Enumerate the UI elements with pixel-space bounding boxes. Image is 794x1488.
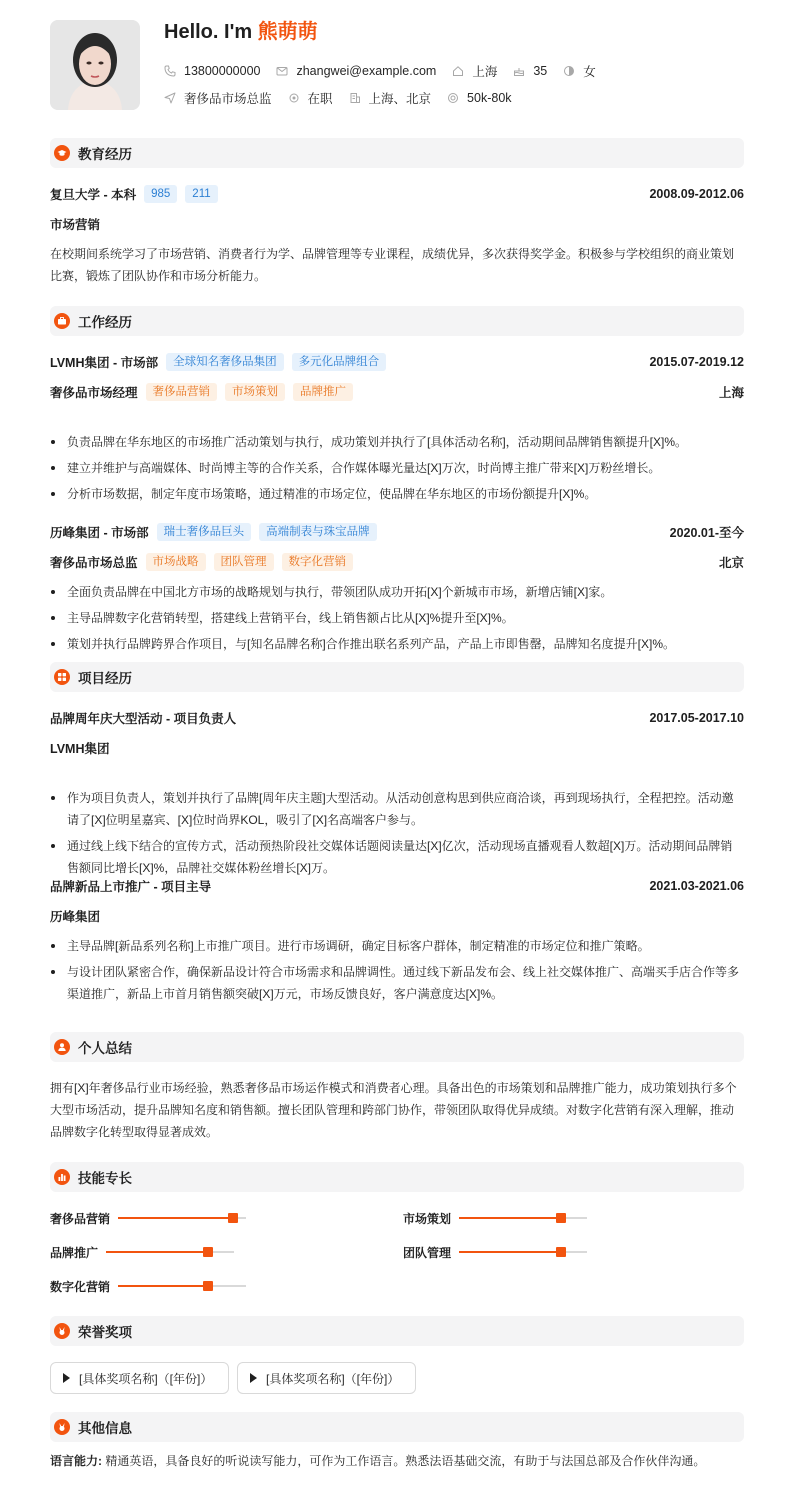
skill-item	[50, 1244, 234, 1260]
education-period: 2008.09-2012.06	[649, 187, 744, 201]
work-location: 上海	[718, 386, 744, 400]
section-education-header	[50, 138, 744, 168]
section-skills-header	[50, 1162, 744, 1192]
user-icon	[54, 1039, 70, 1055]
section-work-header	[50, 306, 744, 336]
role-tag: 团队管理	[214, 553, 274, 571]
section-awards-header	[50, 1316, 744, 1346]
grid-icon	[54, 669, 70, 685]
skill-label: 品牌推广	[50, 1245, 99, 1260]
section-title: 工作经历	[78, 315, 132, 330]
role-name: 奢侈品市场总监	[50, 556, 138, 570]
project-title: 品牌周年庆大型活动 - 项目负责人	[50, 712, 237, 726]
work-bullet: 主导品牌数字化营销转型，搭建线上营销平台，线上销售额占比从[X]%提升至[X]%。	[50, 607, 744, 629]
skill-label: 团队管理	[403, 1245, 452, 1260]
play-triangle-icon	[63, 1373, 70, 1383]
company-tag: 全球知名奢侈品集团	[166, 353, 284, 371]
skill-level-knob	[556, 1247, 566, 1257]
work-company-row	[50, 353, 744, 371]
award-item[interactable]	[237, 1362, 416, 1394]
mail-icon	[276, 65, 288, 77]
skill-item	[50, 1278, 246, 1294]
project-title: 品牌新品上市推广 - 项目主导	[50, 880, 212, 894]
medal-icon	[54, 1323, 70, 1339]
skill-level-knob	[556, 1213, 566, 1223]
section-title: 荣誉奖项	[78, 1325, 132, 1340]
role-tag: 数字化营销	[282, 553, 354, 571]
work-role-row	[50, 553, 744, 571]
gender-icon	[563, 65, 575, 77]
skill-item	[403, 1210, 587, 1226]
building-icon	[349, 92, 361, 104]
phone-icon	[164, 65, 176, 77]
skill-item	[403, 1244, 587, 1260]
city-item	[452, 62, 497, 80]
city-text: 上海	[472, 65, 498, 79]
role-name: 奢侈品市场经理	[50, 386, 138, 400]
work-bullet: 负责品牌在华东地区的市场推广活动策划与执行，成功策划并执行了[具体活动名称]，活动期间品牌销售额提升[X]%。	[50, 431, 744, 453]
company-tag: 多元化品牌组合	[292, 353, 387, 371]
phone-item	[164, 64, 260, 78]
position-item	[164, 89, 272, 107]
skill-level-bar	[118, 1217, 246, 1219]
skill-label: 奢侈品营销	[50, 1211, 111, 1226]
section-title: 其他信息	[78, 1421, 132, 1436]
role-tag: 市场策划	[225, 383, 285, 401]
cake-icon	[513, 65, 525, 77]
salary-item	[447, 91, 511, 105]
project-org-row	[50, 739, 744, 757]
award-text: [具体奖项名称]（[年份]）	[266, 1371, 400, 1386]
bar-chart-icon	[54, 1169, 70, 1185]
project-title-row	[50, 877, 744, 895]
phone-text: 13800000000	[184, 64, 261, 78]
gender-item	[563, 62, 596, 80]
section-title: 项目经历	[78, 671, 132, 686]
contact-row	[164, 62, 612, 80]
project-bullet: 主导品牌[新品系列名称]上市推广项目。进行市场调研，确定目标客户群体，制定精准的市场定位和推广策略。	[50, 935, 744, 957]
work-period: 2015.07-2019.12	[649, 355, 744, 369]
skill-level-fill	[118, 1217, 233, 1219]
salary-text: 50k-80k	[467, 91, 512, 105]
work-bullet: 建立并维护与高端媒体、时尚博主等的合作关系，合作媒体曝光量达[X]万次，时尚博主推广带来[X]万粉丝增长。	[50, 457, 744, 479]
company-tag: 高端制表与珠宝品牌	[259, 523, 377, 541]
skill-level-knob	[228, 1213, 238, 1223]
status-item	[288, 89, 333, 107]
company-name: 历峰集团 - 市场部	[50, 526, 149, 540]
project-org-row	[50, 907, 744, 925]
work-bullet: 策划并执行品牌跨界合作项目，与[知名品牌名称]合作推出联名系列产品，产品上市即售罄，品牌知名度提升[X]%。	[50, 633, 744, 655]
skill-level-bar	[106, 1251, 234, 1253]
other-info-label: 语言能力:	[50, 1454, 102, 1468]
section-title: 技能专长	[78, 1171, 132, 1186]
email-text: zhangwei@example.com	[296, 64, 437, 78]
project-bullet: 作为项目负责人，策划并执行了品牌[周年庆主题]大型活动。从活动创意构思到供应商洽谈，再到现场执行，全程把控。活动邀请了[X]位明星嘉宾、[X]位时尚界KOL，吸引了[X]名高端客户参与。	[50, 787, 744, 831]
job-intent-row	[164, 89, 528, 107]
skill-level-fill	[459, 1217, 561, 1219]
work-location: 北京	[718, 556, 744, 570]
education-major-row	[50, 215, 744, 233]
candidate-name: 熊萌萌	[257, 21, 318, 43]
skill-level-fill	[118, 1285, 208, 1287]
coin-icon	[447, 92, 459, 104]
resume-header	[50, 20, 744, 130]
send-icon	[164, 92, 176, 104]
section-other-header	[50, 1412, 744, 1442]
age-item	[513, 64, 547, 78]
company-name: LVMH集团 - 市场部	[50, 356, 159, 370]
school-name: 复旦大学 - 本科	[50, 188, 137, 202]
target-cities-item	[349, 89, 432, 107]
briefcase-icon	[54, 313, 70, 329]
skill-level-bar	[118, 1285, 246, 1287]
role-tag: 奢侈品营销	[146, 383, 218, 401]
company-tag: 瑞士奢侈品巨头	[157, 523, 252, 541]
status-icon	[288, 92, 300, 104]
email-item	[276, 64, 436, 78]
project-org: 历峰集团	[50, 910, 101, 924]
skill-label: 数字化营销	[50, 1279, 111, 1294]
project-org: LVMH集团	[50, 742, 110, 756]
other-info-row	[50, 1450, 744, 1472]
project-period: 2021.03-2021.06	[649, 879, 744, 893]
award-item[interactable]	[50, 1362, 229, 1394]
medal-icon	[54, 1419, 70, 1435]
work-period: 2020.01-至今	[669, 526, 744, 540]
graduation-cap-icon	[54, 145, 70, 161]
role-tag: 品牌推广	[293, 383, 353, 401]
skill-level-bar	[459, 1217, 587, 1219]
project-bullet: 与设计团队紧密合作，确保新品设计符合市场需求和品牌调性。通过线下新品发布会、线上社交媒体推广、高端买手店合作等多渠道推广，新品上市首月销售额突破[X]万元，市场反馈良好，客户满意度达[X]%。	[50, 961, 744, 1005]
target-cities-text: 上海、北京	[368, 92, 432, 106]
role-tag: 市场战略	[146, 553, 206, 571]
skill-item	[50, 1210, 246, 1226]
skill-level-fill	[106, 1251, 208, 1253]
school-tag: 985	[144, 185, 177, 203]
avatar	[50, 20, 140, 110]
work-bullet: 全面负责品牌在中国北方市场的战略规划与执行，带领团队成功开拓[X]个新城市市场，新增店铺[X]家。	[50, 581, 744, 603]
skill-label: 市场策划	[403, 1211, 452, 1226]
major-name: 市场营销	[50, 218, 101, 232]
section-projects-header	[50, 662, 744, 692]
status-text: 在职	[307, 92, 333, 106]
skill-level-fill	[459, 1251, 561, 1253]
section-summary-header	[50, 1032, 744, 1062]
project-bullet: 通过线上线下结合的宣传方式，活动预热阶段社交媒体话题阅读量达[X]亿次，活动现场直播观看人数超[X]万。活动期间品牌销售额同比增长[X]%，品牌社交媒体粉丝增长[X]万。	[50, 835, 744, 879]
work-bullet: 分析市场数据，制定年度市场策略，通过精准的市场定位，使品牌在华东地区的市场份额提升[X]%。	[50, 483, 744, 505]
award-text: [具体奖项名称]（[年份]）	[79, 1371, 213, 1386]
section-title: 教育经历	[78, 147, 132, 162]
project-title-row	[50, 709, 744, 727]
section-title: 个人总结	[78, 1041, 132, 1056]
education-description: 在校期间系统学习了市场营销、消费者行为学、品牌管理等专业课程，成绩优异，多次获得奖学金。积极参与学校组织的商业策划比赛，锻炼了团队协作和市场分析能力。	[50, 247, 735, 283]
play-triangle-icon	[250, 1373, 257, 1383]
work-role-row	[50, 383, 744, 401]
school-tag: 211	[185, 185, 217, 203]
skill-level-bar	[459, 1251, 587, 1253]
other-info-text: 精通英语，具备良好的听说读写能力，可作为工作语言。熟悉法语基础交流，有助于与法国总部及合作伙伴沟通。	[105, 1454, 706, 1468]
skill-level-knob	[203, 1247, 213, 1257]
age-text: 35	[533, 64, 548, 78]
work-company-row	[50, 523, 744, 541]
education-school-row	[50, 185, 744, 203]
avatar-portrait-icon	[50, 20, 140, 110]
position-text: 奢侈品市场总监	[184, 92, 272, 106]
skill-level-knob	[203, 1281, 213, 1291]
gender-text: 女	[583, 65, 596, 79]
home-icon	[452, 65, 464, 77]
summary-text: 拥有[X]年奢侈品行业市场经验，熟悉奢侈品市场运作模式和消费者心理。具备出色的市场策划和品牌推广能力，成功策划执行多个大型市场活动，提升品牌知名度和销售额。擅长团队管理和跨部门协作，带领团队取得优异成绩。对数字化营销有深入理解，推动品牌数字化转型取得显著成效。	[50, 1081, 737, 1139]
project-period: 2017.05-2017.10	[649, 711, 744, 725]
greeting-text: Hello. I'm	[164, 21, 253, 43]
greeting-heading	[164, 20, 318, 44]
